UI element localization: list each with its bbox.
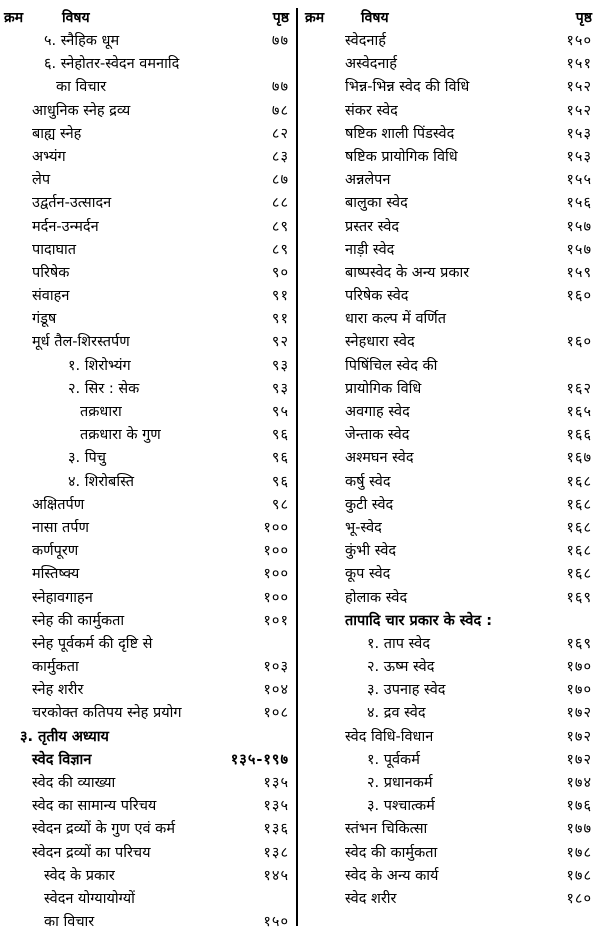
toc-entry xyxy=(4,169,289,192)
toc-entry-title: ४. द्रव स्वेद xyxy=(367,705,426,722)
toc-entry-page: १७७ xyxy=(566,821,592,838)
toc-entry-title: भिन्न-भिन्न स्वेद की विधि xyxy=(345,79,470,96)
toc-entry-page: १३५ xyxy=(263,775,289,791)
toc-entry-page: १५१ xyxy=(566,56,592,73)
toc-entry xyxy=(305,471,592,494)
toc-entry xyxy=(4,471,289,494)
toc-entry xyxy=(4,53,289,76)
toc-entry-title: मूर्ध तैल-शिरस्तर्पण xyxy=(32,334,130,351)
toc-entry xyxy=(305,842,592,865)
toc-entry-page: १०३ xyxy=(263,659,289,676)
toc-entry xyxy=(305,610,592,633)
toc-entry-title: का विचार xyxy=(56,79,107,96)
toc-entry-page: ९१ xyxy=(271,288,289,305)
toc-entry-title: नासा तर्पण xyxy=(32,519,89,536)
toc-entry-title: कर्णपूरण xyxy=(32,543,79,560)
toc-entry-title: स्वेद के अन्य कार्य xyxy=(345,867,439,884)
toc-entry-page: ९६ xyxy=(271,427,289,444)
toc-list xyxy=(4,30,289,934)
toc-header xyxy=(305,6,592,30)
toc-entry-page: १७० xyxy=(566,659,592,676)
header-prishth: पृष्ठ xyxy=(575,10,592,26)
toc-entry xyxy=(4,633,289,656)
toc-entry-page: ९५ xyxy=(271,404,289,420)
toc-entry xyxy=(305,123,592,146)
toc-entry-title: ४. शिरोबस्ति xyxy=(68,473,134,490)
toc-entry xyxy=(305,795,592,818)
toc-entry-page: १०० xyxy=(263,566,289,583)
toc-entry xyxy=(4,702,289,725)
toc-entry xyxy=(305,30,592,53)
toc-entry-page: १५९ xyxy=(566,264,592,281)
toc-entry xyxy=(305,216,592,239)
toc-entry-page: १६९ xyxy=(566,635,592,652)
toc-entry-page: १६० xyxy=(566,288,592,305)
toc-entry-title: स्नेह की कार्मुकता xyxy=(32,612,125,629)
toc-entry-title: तक्रधारा xyxy=(80,404,122,420)
toc-entry xyxy=(305,308,592,331)
toc-entry-title: षष्टिक शाली पिंडस्वेद xyxy=(345,125,455,142)
toc-entry-title: संवाहन xyxy=(32,288,70,305)
toc-entry-title: का विचार xyxy=(44,914,95,931)
toc-entry-page: १७६ xyxy=(566,798,592,815)
toc-entry-title: गंडूष xyxy=(32,311,57,328)
toc-entry xyxy=(305,772,592,795)
toc-entry xyxy=(4,378,289,401)
toc-entry xyxy=(4,192,289,215)
toc-entry-page: १७० xyxy=(566,682,592,699)
toc-entry-page: ९१ xyxy=(271,311,289,328)
toc-entry-title: स्नेहावगाहन xyxy=(32,589,93,606)
toc-entry-page: १५७ xyxy=(566,218,592,235)
toc-entry-title: बालुका स्वेद xyxy=(345,195,408,212)
toc-entry xyxy=(4,285,289,308)
toc-entry-title: २. सिर : सेक xyxy=(68,380,140,397)
toc-entry-page: ९३ xyxy=(271,357,289,374)
toc-entry-title: जेन्ताक स्वेद xyxy=(345,427,410,444)
toc-entry xyxy=(4,749,289,772)
toc-entry-page: ८८ xyxy=(271,195,289,212)
toc-entry-page: १६२ xyxy=(566,380,592,397)
toc-entry-title: १. शिरोभ्यंग xyxy=(68,357,131,374)
toc-entry-title: मर्दन-उन्मर्दन xyxy=(32,218,99,235)
toc-entry-page: ८९ xyxy=(271,241,289,258)
toc-entry-page: १६९ xyxy=(566,589,592,606)
toc-entry-title: स्वेदन द्रव्यों के गुण एवं कर्म xyxy=(32,821,175,838)
toc-entry-title: कूप स्वेद xyxy=(345,566,391,583)
toc-entry xyxy=(4,726,289,749)
toc-entry-title: स्वेदन द्रव्यों का परिचय xyxy=(32,844,151,861)
toc-entry xyxy=(4,100,289,123)
toc-entry xyxy=(305,355,592,378)
toc-entry-title: स्नेहधारा स्वेद xyxy=(345,334,415,351)
toc-entry xyxy=(305,865,592,888)
toc-entry xyxy=(305,818,592,841)
toc-entry-page: ९३ xyxy=(271,380,289,397)
toc-entry xyxy=(4,494,289,517)
toc-entry xyxy=(4,30,289,53)
toc-entry-title: स्वेद विज्ञान xyxy=(32,751,92,768)
toc-entry-title: कार्मुकता xyxy=(32,659,79,676)
header-prishth: पृष्ठ xyxy=(272,10,289,26)
toc-entry-title: स्वेद के प्रकार xyxy=(44,867,115,884)
toc-entry-title: स्वेद विधि-विधान xyxy=(345,728,434,745)
toc-entry-title: ३. उपनाह स्वेद xyxy=(367,682,446,699)
toc-entry-title: ३. तृतीय अध्याय xyxy=(20,728,109,745)
toc-entry-title: तक्रधारा के गुण xyxy=(80,427,161,444)
toc-entry-page: १६६ xyxy=(566,427,592,444)
toc-entry-page: ९८ xyxy=(271,496,289,513)
toc-entry-title: बाह्य स्नेह xyxy=(32,125,82,142)
toc-entry-page: १४५ xyxy=(263,867,289,884)
toc-entry xyxy=(305,494,592,517)
toc-entry-title: अभ्यंग xyxy=(32,148,66,165)
toc-entry xyxy=(305,656,592,679)
column-divider xyxy=(296,8,298,926)
toc-entry xyxy=(4,540,289,563)
toc-entry xyxy=(4,239,289,262)
toc-left-column xyxy=(4,6,289,934)
toc-entry xyxy=(4,216,289,239)
toc-entry xyxy=(4,76,289,99)
toc-entry-page: १६७ xyxy=(566,450,592,467)
toc-entry xyxy=(4,146,289,169)
toc-entry-title: प्रस्तर स्वेद xyxy=(345,218,400,235)
toc-entry xyxy=(4,517,289,540)
toc-entry-page: १०४ xyxy=(263,682,289,699)
toc-entry-page: ८२ xyxy=(271,125,289,142)
toc-entry xyxy=(305,563,592,586)
toc-entry-page: ७७ xyxy=(271,79,289,96)
toc-entry-title: कुंभी स्वेद xyxy=(345,543,397,560)
toc-entry-page: १७२ xyxy=(566,751,592,768)
toc-entry-page: १०८ xyxy=(263,705,289,722)
toc-entry xyxy=(4,123,289,146)
toc-entry-page: १६५ xyxy=(566,404,592,420)
toc-entry xyxy=(4,355,289,378)
toc-entry xyxy=(305,285,592,308)
toc-entry-page: १५२ xyxy=(566,79,592,96)
toc-entry xyxy=(4,587,289,610)
toc-entry xyxy=(305,517,592,540)
toc-entry-title: अस्वेदनार्ह xyxy=(345,56,397,73)
toc-entry-title: संकर स्वेद xyxy=(345,102,398,119)
toc-entry-page: ९२ xyxy=(271,334,289,351)
toc-entry-title: कर्षु स्वेद xyxy=(345,473,391,490)
header-vishay: विषय xyxy=(361,10,389,26)
toc-entry-title: स्तंभन चिकित्सा xyxy=(345,821,428,838)
toc-entry-page: १५५ xyxy=(566,172,592,189)
toc-entry-title: मस्तिष्क्य xyxy=(32,566,80,583)
toc-entry-title: धारा कल्प में वर्णित xyxy=(345,311,447,328)
toc-entry xyxy=(305,378,592,401)
toc-right-column xyxy=(305,6,592,911)
toc-entry-title: होलाक स्वेद xyxy=(345,589,408,606)
toc-entry-title: स्वेद का सामान्य परिचय xyxy=(32,798,157,815)
toc-entry-page: १५३ xyxy=(566,125,592,142)
toc-entry-page: १७२ xyxy=(566,705,592,722)
toc-entry xyxy=(305,239,592,262)
toc-entry xyxy=(4,656,289,679)
toc-entry xyxy=(4,447,289,470)
toc-entry xyxy=(4,331,289,354)
toc-entry-page: ८३ xyxy=(271,148,289,165)
toc-entry-title: प्रायोगिक विधि xyxy=(345,380,422,397)
toc-entry-page: १६८ xyxy=(566,473,592,490)
toc-header xyxy=(4,6,289,30)
toc-entry xyxy=(305,888,592,911)
toc-entry xyxy=(305,424,592,447)
toc-entry xyxy=(305,53,592,76)
toc-entry-page: १०० xyxy=(263,519,289,536)
toc-entry-title: ५. स्नैहिक धूम xyxy=(44,33,120,49)
toc-entry-page: १३६ xyxy=(263,821,289,838)
toc-entry-title: अन्नलेपन xyxy=(345,172,391,189)
toc-entry-title: स्नेह पूर्वकर्म की दृष्टि से xyxy=(32,635,153,652)
header-vishay: विषय xyxy=(62,10,90,26)
toc-entry xyxy=(4,563,289,586)
toc-entry-title: स्वेदन योग्यायोग्यों xyxy=(44,890,135,907)
toc-entry-title: २. ऊष्म स्वेद xyxy=(367,659,435,676)
toc-entry xyxy=(305,540,592,563)
toc-entry-page: १०१ xyxy=(263,612,289,629)
toc-entry xyxy=(4,262,289,285)
toc-entry xyxy=(305,192,592,215)
toc-entry-page: १८० xyxy=(566,890,592,907)
toc-entry xyxy=(305,100,592,123)
header-kram: क्रम xyxy=(4,10,24,26)
toc-entry-title: लेप xyxy=(32,172,51,189)
toc-entry xyxy=(305,331,592,354)
toc-entry-page: १६८ xyxy=(566,543,592,560)
toc-entry-page: १६८ xyxy=(566,519,592,536)
toc-entry xyxy=(4,401,289,424)
toc-entry-title: उद्वर्तन-उत्सादन xyxy=(32,195,112,212)
toc-entry xyxy=(305,726,592,749)
toc-entry-title: षष्टिक प्रायोगिक विधि xyxy=(345,148,458,165)
toc-entry xyxy=(305,76,592,99)
toc-entry-page: ८९ xyxy=(271,218,289,235)
toc-entry-page: १६० xyxy=(566,334,592,351)
toc-entry-title: स्नेह शरीर xyxy=(32,682,84,699)
toc-entry-page: १७८ xyxy=(566,867,592,884)
toc-entry xyxy=(4,911,289,934)
toc-entry xyxy=(305,262,592,285)
toc-entry-page: ८७ xyxy=(271,172,289,189)
toc-entry xyxy=(4,772,289,795)
toc-entry-title: अश्मघन स्वेद xyxy=(345,450,414,467)
toc-entry-page: १७४ xyxy=(566,775,592,791)
toc-list xyxy=(305,30,592,911)
toc-entry-title: तापादि चार प्रकार के स्वेद : xyxy=(345,612,493,629)
toc-entry-page: १७८ xyxy=(566,844,592,861)
toc-entry xyxy=(305,749,592,772)
toc-entry-page: १०० xyxy=(263,543,289,560)
toc-entry-title: परिषेक xyxy=(32,264,70,281)
toc-entry xyxy=(4,424,289,447)
toc-entry-page: १७२ xyxy=(566,728,592,745)
toc-entry xyxy=(305,401,592,424)
toc-entry-title: ३. पश्चात्कर्म xyxy=(367,798,435,815)
toc-entry xyxy=(305,169,592,192)
toc-entry-title: पिषिंचिल स्वेद की xyxy=(345,357,438,374)
toc-entry-title: स्वेद की व्याख्या xyxy=(32,775,116,791)
toc-entry-page: १६८ xyxy=(566,496,592,513)
toc-entry xyxy=(4,888,289,911)
toc-entry-title: परिषेक स्वेद xyxy=(345,288,409,305)
toc-entry-page: १५० xyxy=(263,914,289,931)
toc-entry-title: ६. स्नेहोतर-स्वेदन वमनादि xyxy=(44,56,180,73)
toc-entry-page: १३८ xyxy=(263,844,289,861)
toc-entry-title: २. प्रधानकर्म xyxy=(367,775,433,791)
toc-entry xyxy=(305,587,592,610)
toc-entry-page: १५३ xyxy=(566,148,592,165)
toc-entry-page: १३५ xyxy=(263,798,289,815)
toc-entry-title: अक्षितर्पण xyxy=(32,496,85,513)
toc-entry-page: ७७ xyxy=(271,33,289,49)
toc-entry xyxy=(4,308,289,331)
toc-entry xyxy=(4,795,289,818)
toc-entry-title: ३. पिचु xyxy=(68,450,106,467)
toc-entry-title: भू-स्वेद xyxy=(345,519,382,536)
toc-entry-page: १५६ xyxy=(566,195,592,212)
toc-entry-page: ९६ xyxy=(271,450,289,467)
toc-entry-page: ९६ xyxy=(271,473,289,490)
toc-entry xyxy=(4,842,289,865)
toc-entry-title: आधुनिक स्नेह द्रव्य xyxy=(32,102,131,119)
toc-entry-page: १५० xyxy=(566,33,592,49)
toc-entry-page: ९० xyxy=(271,264,289,281)
toc-entry xyxy=(4,818,289,841)
toc-entry-title: स्वेद शरीर xyxy=(345,890,397,907)
toc-entry xyxy=(305,146,592,169)
toc-entry-title: कुटी स्वेद xyxy=(345,496,394,513)
toc-entry-title: बाष्पस्वेद के अन्य प्रकार xyxy=(345,264,470,281)
toc-entry xyxy=(305,447,592,470)
header-kram: क्रम xyxy=(305,10,325,26)
toc-entry-page: ७८ xyxy=(271,102,289,119)
toc-entry-page: १५२ xyxy=(566,102,592,119)
toc-entry-title: नाड़ी स्वेद xyxy=(345,241,395,258)
toc-entry-title: अवगाह स्वेद xyxy=(345,404,410,420)
toc-entry xyxy=(305,702,592,725)
toc-entry xyxy=(4,865,289,888)
toc-entry-page: १६८ xyxy=(566,566,592,583)
toc-entry xyxy=(4,679,289,702)
toc-entry-title: पादाघात xyxy=(32,241,77,258)
toc-entry-title: चरकोक्त कतिपय स्नेह प्रयोग xyxy=(32,705,182,722)
toc-entry xyxy=(305,679,592,702)
toc-entry-page: १५७ xyxy=(566,241,592,258)
toc-entry xyxy=(305,633,592,656)
toc-entry xyxy=(4,610,289,633)
toc-entry-page: १०० xyxy=(263,589,289,606)
toc-entry-title: स्वेद की कार्मुकता xyxy=(345,844,438,861)
toc-entry-title: १. ताप स्वेद xyxy=(367,635,431,652)
toc-entry-page: १३५-१९७ xyxy=(230,751,289,768)
toc-entry-title: स्वेदनार्ह xyxy=(345,33,386,49)
toc-entry-title: १. पूर्वकर्म xyxy=(367,751,420,768)
